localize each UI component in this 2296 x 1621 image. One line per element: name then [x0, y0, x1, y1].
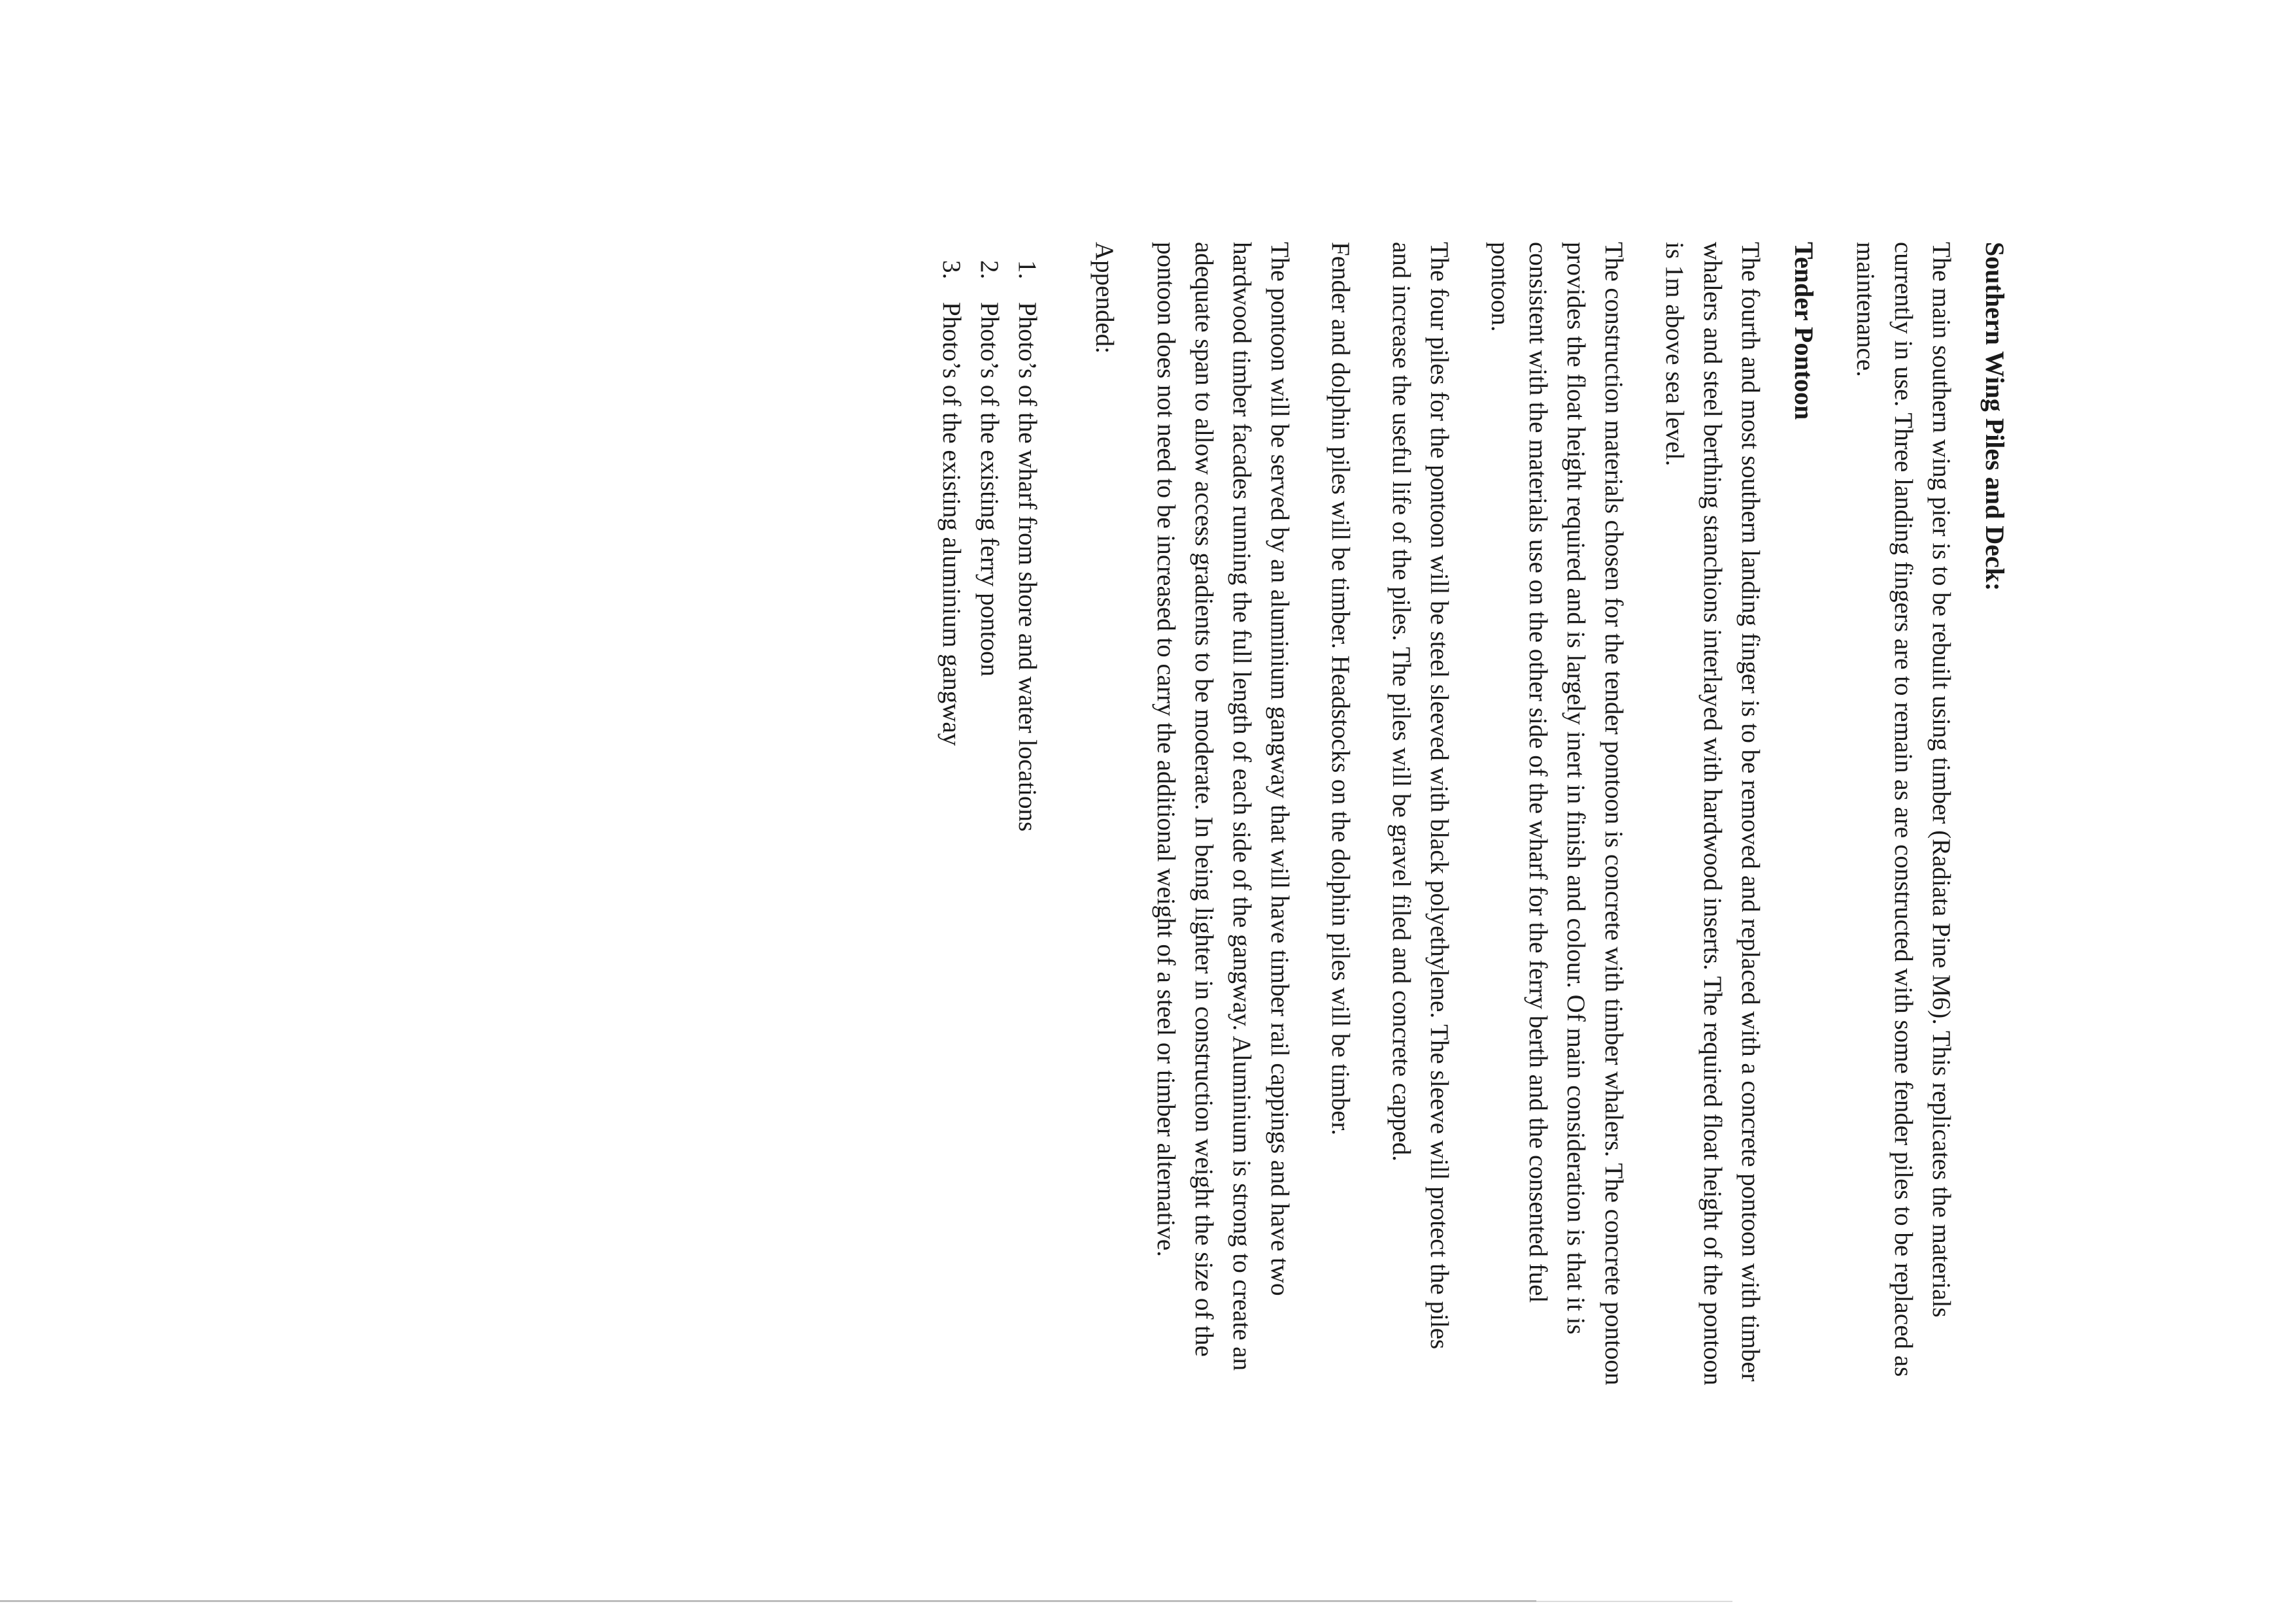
list-item [932, 242, 970, 1386]
section-tender-pontoon [1147, 242, 1823, 1386]
section-heading: Tender Pontoon [1789, 242, 1819, 420]
paragraph: The construction materials chosen for the tender pontoon is concrete with timber whalers. The concrete pontoon provides the float height required and is largely inert in finish and colour. Of main consideration is that it is consistent with the materials use on the other side of the wharf for the ferry berth and the consented fuel pontoon. [1486, 242, 1628, 1386]
list-number: 2. [975, 260, 1004, 280]
paragraph: The pontoon will be served by an aluminium gangway that will have timber rail cappings and have two hardwood timber facades running the full length of each side of the gangway. Aluminium is strong to create an adequate span to allow access gradients to be moderate. In being lighter in construction weight the size of the pontoon does not need to be increased to carry the additional weight of a steel or timber alternative. [1152, 242, 1294, 1371]
list-text: Photo’s of the wharf from shore and water locations [1013, 302, 1041, 832]
scan-edge-faint [1536, 1601, 1732, 1602]
appended-label: Appended: [1090, 242, 1119, 354]
list-text: Photo’s of the existing ferry pontoon [975, 302, 1004, 677]
section-southern-wing [1846, 242, 2014, 1386]
paragraph: The four piles for the pontoon will be steel sleeved with black polyethylene. The sleeve will protect the piles and increase the useful life of the piles. The piles will be gravel filed and concrete capped. [1387, 242, 1453, 1350]
list-item [1008, 242, 1046, 1386]
paragraph: Fender and dolphin piles will be timber. Headstocks on the dolphin piles will be timber. [1326, 242, 1355, 1135]
document-page [902, 242, 2014, 1386]
section-heading: Southern Wing Piles and Deck: [1980, 242, 2010, 592]
paragraph: The main southern wing pier is to be rebuilt using timber (Radiata Pine M6). This replicates the materials currently in use. Three landing fingers are to remain as are constructed with some fender piles to be replaced as maintenance. [1851, 242, 1955, 1377]
appended-list [932, 242, 1046, 1386]
list-text: Photo’s of the existing aluminium gangway [937, 302, 966, 746]
list-number: 1. [1013, 260, 1041, 280]
paragraph: The fourth and most southern landing finger is to be removed and replaced with a concrete pontoon with timber whalers and steel berthing stanchions interlayed with hardwood inserts. The required float height of the pontoon is 1m above sea level. [1661, 242, 1764, 1386]
list-number: 3. [937, 260, 966, 280]
scan-edge [0, 1600, 1536, 1602]
list-item [970, 242, 1008, 1386]
